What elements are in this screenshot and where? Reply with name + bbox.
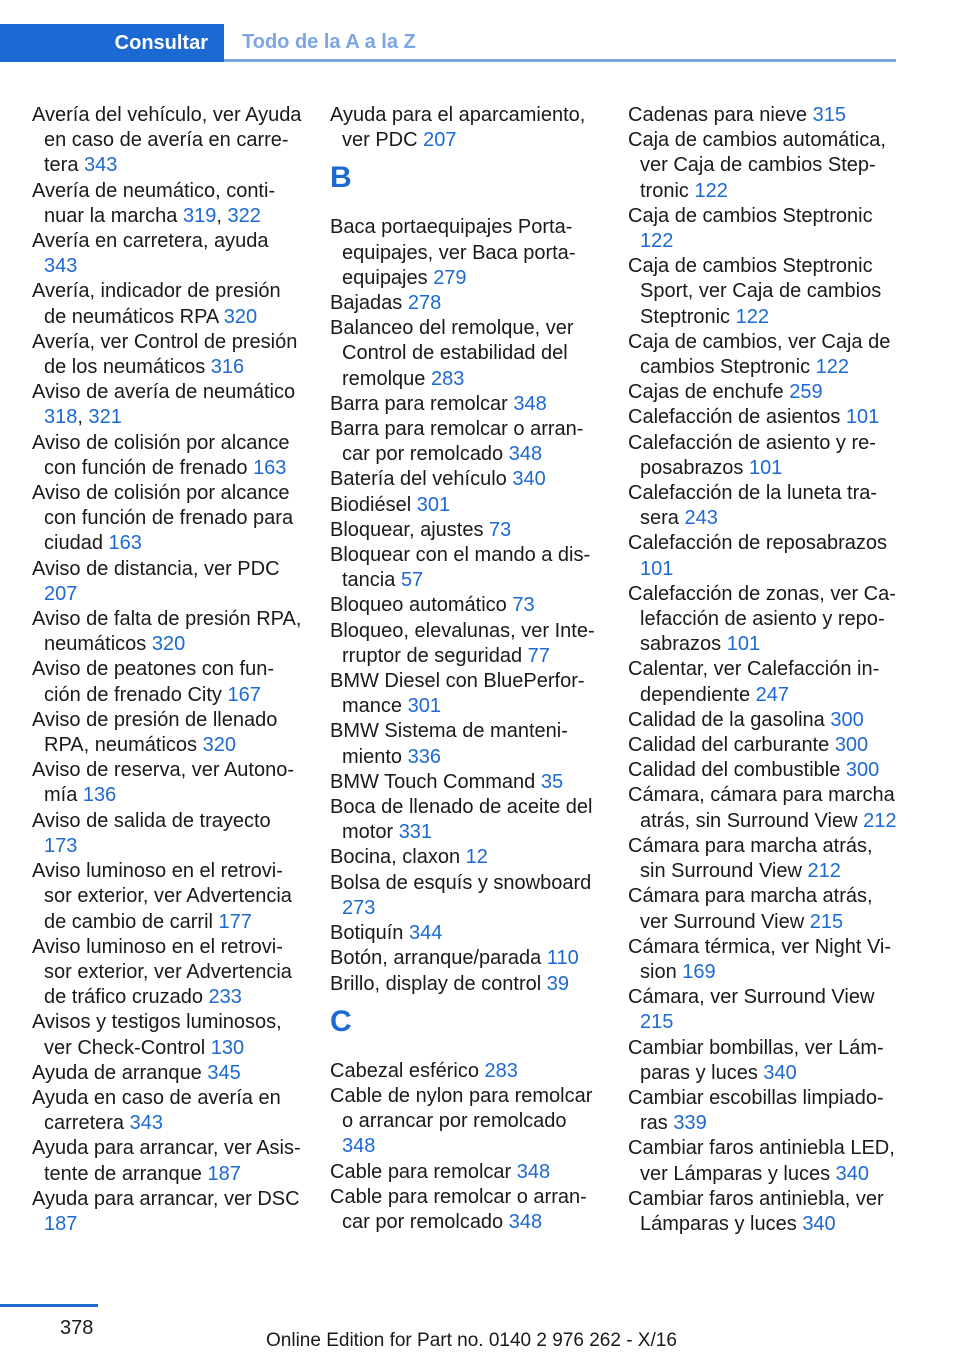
page-link[interactable]: 343 <box>44 255 78 278</box>
index-entry <box>32 758 302 808</box>
entry-text: Cambiar escobillas limpiadoras <box>628 1086 884 1135</box>
page-link[interactable]: 348 <box>516 1160 551 1183</box>
page-link[interactable]: 169 <box>682 960 716 983</box>
index-entry <box>330 316 600 392</box>
page-link[interactable]: 340 <box>835 1162 870 1185</box>
page-link[interactable]: 340 <box>512 468 546 491</box>
page-link[interactable]: 122 <box>694 179 728 202</box>
page-link[interactable]: 101 <box>845 406 880 429</box>
entry-text: Baca portaequipajes Portaequipajes, ver Baca portaequipajes <box>330 216 576 289</box>
entry-text: Bocina, claxon <box>330 846 461 869</box>
index-entry <box>628 431 898 481</box>
index-entry <box>628 103 898 128</box>
entry-text: Cable de nylon para remolcar o arrancar por remolcado <box>330 1084 593 1133</box>
entry-text: Aviso luminoso en el retrovisor exterior, ver Advertencia de tráfico cruzado <box>32 935 292 1009</box>
page-link[interactable]: 215 <box>809 910 844 933</box>
index-entry <box>32 1061 302 1086</box>
page-link[interactable]: 343 <box>129 1112 163 1135</box>
index-entry <box>628 405 898 430</box>
index-entry <box>330 417 600 467</box>
page-link[interactable]: 233 <box>208 986 242 1009</box>
page-link[interactable]: 212 <box>807 860 841 883</box>
page-link[interactable]: 243 <box>684 507 718 530</box>
page-number: 378 <box>60 1317 94 1339</box>
entry-text: Cámara para marcha atrás, ver Surround View <box>628 885 873 933</box>
entry-text: Calefacción de asientos <box>628 406 841 429</box>
entry-text: Barra para remolcar o arrancar por remolcado <box>330 418 584 466</box>
entry-text: Ayuda para arrancar, ver Asistente de arranque <box>32 1137 301 1185</box>
page-link[interactable]: 173 <box>44 834 78 857</box>
page-link[interactable]: 316 <box>210 356 245 379</box>
index-entry <box>32 330 302 380</box>
page-link[interactable]: 348 <box>508 443 543 466</box>
index-entry <box>330 392 600 417</box>
entry-text: Avería, indicador de presión de neumáticos RPA <box>32 280 281 328</box>
page-link[interactable]: 73 <box>489 518 512 541</box>
entry-text: Avería del vehículo, ver Ayuda en caso de avería en carretera <box>32 104 302 177</box>
entry-text: BMW Touch Command <box>330 770 536 793</box>
tab-todo-a-z[interactable]: Todo de la A a la Z <box>224 24 896 62</box>
entry-text: Calefacción de la luneta trasera <box>628 482 878 530</box>
entry-text: Ayuda para arrancar, ver DSC <box>32 1187 300 1210</box>
entry-text: Biodiésel <box>330 493 412 516</box>
page-link[interactable]: 57 <box>400 569 424 592</box>
entry-text: Avería, ver Control de presión de los neumáticos <box>32 330 298 379</box>
entry-text: Cámara térmica, ver Night Vision <box>628 935 892 983</box>
page-link[interactable]: 163 <box>253 456 287 479</box>
page-link[interactable]: 343 <box>84 154 118 177</box>
entry-text: Aviso de colisión por alcance con función de frenado para ciudad <box>32 482 294 555</box>
page-link[interactable]: 340 <box>802 1212 836 1235</box>
entry-text: Cajas de enchufe <box>628 381 784 404</box>
page-link[interactable]: 320 <box>202 734 236 757</box>
index-column-1 <box>32 103 302 1237</box>
entry-text: Ayuda de arranque <box>32 1061 202 1084</box>
entry-text: Aviso luminoso en el retrovisor exterior, ver Advertencia de cambio de carril <box>32 860 292 933</box>
index-entry <box>32 1136 302 1186</box>
entry-text: Caja de cambios Steptronic <box>628 204 873 227</box>
index-entry <box>628 481 898 531</box>
entry-text: Bajadas <box>330 292 403 315</box>
header-bar <box>0 0 960 62</box>
page-link[interactable]: 321 <box>88 406 122 429</box>
index-entry <box>32 809 302 859</box>
index-entry <box>628 1136 898 1186</box>
page-link[interactable]: 300 <box>830 708 864 731</box>
index-entry <box>330 1059 600 1084</box>
page-link[interactable]: 73 <box>512 594 535 617</box>
index-entry <box>330 619 600 669</box>
page-link[interactable]: 279 <box>433 266 467 289</box>
index-entry <box>628 834 898 884</box>
page-link[interactable]: 77 <box>527 644 550 667</box>
entry-text: Avería de neumático, continuar la marcha <box>32 179 276 227</box>
page-link[interactable]: 259 <box>789 381 823 404</box>
page-link[interactable]: 101 <box>726 633 761 656</box>
entry-text: Bolsa de esquís y snowboard <box>330 871 592 894</box>
index-entry <box>330 921 600 946</box>
tab-consultar[interactable]: Consultar <box>0 24 224 62</box>
index-entry <box>330 291 600 316</box>
page-link[interactable]: 207 <box>423 129 457 152</box>
page-link[interactable]: 122 <box>735 305 769 328</box>
index-entry <box>32 935 302 1011</box>
index-entry <box>32 229 302 279</box>
index-entry <box>32 1010 302 1060</box>
entry-text: Aviso de presión de llenado RPA, neumáticos <box>32 708 278 757</box>
entry-text: Caja de cambios Steptronic Sport, ver Caja de cambios Steptronic <box>628 255 882 328</box>
page-link[interactable]: 336 <box>407 745 441 768</box>
page-link[interactable]: 318 <box>44 406 78 429</box>
index-entry <box>330 1084 600 1160</box>
page-link[interactable]: 215 <box>640 1011 674 1034</box>
index-entry <box>32 557 302 607</box>
page-link[interactable]: 339 <box>673 1112 707 1135</box>
entry-text: Aviso de avería de neumático <box>32 381 296 404</box>
index-entry <box>330 1185 600 1235</box>
page-link[interactable]: 300 <box>834 734 869 757</box>
entry-text: Cambiar faros antiniebla LED, ver Lámparas y luces <box>628 1137 895 1185</box>
entry-text: Brillo, display de control <box>330 972 542 995</box>
page-link[interactable]: 315 <box>812 104 846 126</box>
page-link[interactable]: 320 <box>223 305 258 328</box>
index-entry <box>330 795 600 845</box>
index-entry <box>32 481 302 557</box>
entry-text: Calidad de la gasolina <box>628 708 825 731</box>
entry-text: Calidad del combustible <box>628 759 841 782</box>
entry-text: Avería en carretera, ayuda <box>32 230 269 253</box>
page-link[interactable]: 207 <box>44 582 78 605</box>
entry-text: Calentar, ver Calefacción independiente <box>628 658 880 706</box>
entry-text: Cabezal esférico <box>330 1059 479 1082</box>
page-link[interactable]: 187 <box>44 1212 78 1235</box>
entry-text: Aviso de peatones con función de frenado City <box>32 658 275 706</box>
page-link[interactable]: 122 <box>640 230 674 253</box>
index-entry <box>628 204 898 254</box>
entry-text: Bloqueo, elevalunas, ver Interruptor de seguridad <box>330 619 595 667</box>
index-entry <box>330 493 600 518</box>
page-link[interactable]: 212 <box>863 809 897 832</box>
index-entry <box>32 708 302 758</box>
entry-text: Caja de cambios, ver Caja de cambios Steptronic <box>628 330 891 379</box>
entry-text: Cable para remolcar o arrancar por remolcado <box>330 1185 587 1233</box>
index-entry <box>628 985 898 1035</box>
index-entry <box>628 783 898 833</box>
index-entry <box>628 657 898 707</box>
index-entry <box>32 859 302 935</box>
footer-divider <box>0 1304 98 1307</box>
page-link[interactable]: 101 <box>748 456 783 479</box>
entry-text: Cámara para marcha atrás, sin Surround View <box>628 834 873 883</box>
entry-text: Cadenas para nieve <box>628 104 808 126</box>
index-entry <box>330 770 600 795</box>
index-entry <box>32 607 302 657</box>
page-link[interactable]: 348 <box>342 1135 376 1158</box>
page-link[interactable]: 301 <box>407 695 441 718</box>
entry-text: Barra para remolcar <box>330 392 508 415</box>
page-link[interactable]: 319 <box>182 204 217 227</box>
index-entry <box>32 103 302 179</box>
page-link[interactable]: 39 <box>546 972 570 995</box>
section-letter-c: C <box>330 1004 352 1038</box>
entry-text: Aviso de falta de presión RPA, neumáticos <box>32 608 302 656</box>
index-entry <box>628 582 898 658</box>
index-entry <box>628 380 898 405</box>
page-link[interactable]: 122 <box>815 356 850 379</box>
entry-text: Aviso de salida de trayecto <box>32 809 271 832</box>
index-entry <box>330 871 600 921</box>
page-link[interactable]: 283 <box>484 1059 518 1082</box>
page-link[interactable]: 110 <box>546 947 579 970</box>
index-entry <box>628 128 898 204</box>
page-link[interactable]: 12 <box>465 846 488 869</box>
page-link[interactable]: 273 <box>342 896 376 919</box>
section-letter-b: B <box>330 161 352 195</box>
entry-text: Cámara, ver Surround View <box>628 986 875 1009</box>
entry-text: Botón, arranque/parada <box>330 947 542 970</box>
page-link[interactable]: 101 <box>640 557 674 580</box>
index-entry <box>628 254 898 330</box>
page-link[interactable]: 322 <box>227 204 261 227</box>
index-entry <box>330 543 600 593</box>
edition-note: Online Edition for Part no. 0140 2 976 262 - X/16 <box>266 1330 677 1351</box>
entry-text: Cambiar bombillas, ver Lámparas y luces <box>628 1036 884 1084</box>
index-entry <box>628 1086 898 1136</box>
page-link[interactable]: 345 <box>207 1061 241 1084</box>
entry-text: Botiquín <box>330 922 404 945</box>
entry-text: Caja de cambios automática, ver Caja de cambios Steptronic <box>628 129 886 202</box>
page-link[interactable]: 344 <box>408 922 443 945</box>
index-entry <box>628 758 898 783</box>
page-link[interactable]: 348 <box>508 1210 543 1233</box>
entry-text: Aviso de reserva, ver Autonomía <box>32 759 295 807</box>
index-entry <box>628 1187 898 1237</box>
page-link[interactable]: 278 <box>407 292 442 315</box>
page-link[interactable]: 167 <box>227 683 261 706</box>
page-link[interactable]: 247 <box>755 683 790 706</box>
entry-text: Bloquear, ajustes <box>330 518 484 541</box>
page-link[interactable]: 177 <box>218 910 252 933</box>
entry-text: Cambiar faros antiniebla, ver Lámparas y luces <box>628 1187 884 1235</box>
index-entry <box>330 593 600 618</box>
page-link[interactable]: 348 <box>513 392 547 415</box>
index-entry <box>32 1086 302 1136</box>
index-entry <box>330 845 600 870</box>
index-entry <box>32 657 302 707</box>
index-entry <box>330 103 600 153</box>
entry-text: Batería del vehículo <box>330 468 507 491</box>
index-entry <box>628 531 898 581</box>
index-entry: Avería de neumático, continuar la marcha 319, 322 <box>32 179 276 227</box>
index-entry <box>628 733 898 758</box>
entry-text: Bloquear con el mando a distancia <box>330 544 591 592</box>
page-link[interactable]: 283 <box>430 367 465 390</box>
index-entry <box>628 708 898 733</box>
page-link[interactable]: 300 <box>845 759 880 782</box>
index-entry <box>32 431 302 481</box>
entry-text: Balanceo del remolque, ver Control de estabilidad del remolque <box>330 317 574 390</box>
page-link[interactable]: 301 <box>416 493 451 516</box>
entry-text: Calefacción de zonas, ver Calefacción de asiento y reposabrazos <box>628 582 896 656</box>
index-entry <box>32 1187 302 1237</box>
entry-text: Boca de llenado de aceite del motor <box>330 796 593 844</box>
index-entry <box>330 518 600 543</box>
index-entry <box>330 215 600 291</box>
index-entry <box>330 972 600 997</box>
entry-text: Cámara, cámara para marcha atrás, sin Surround View <box>628 784 895 832</box>
page-link[interactable]: 340 <box>763 1061 797 1084</box>
entry-text: Aviso de distancia, ver PDC <box>32 557 280 580</box>
index-entry <box>628 330 898 380</box>
index-entry <box>628 1036 898 1086</box>
index-entry <box>628 935 898 985</box>
index-entry <box>330 1160 600 1185</box>
entry-text: BMW Sistema de mantenimiento <box>330 720 568 768</box>
entry-text: Ayuda en caso de avería en carretera <box>32 1086 281 1135</box>
entry-text: Calefacción de asiento y reposabrazos <box>628 431 876 479</box>
entry-text: BMW Diesel con BluePerformance <box>330 670 585 718</box>
page-link[interactable]: 35 <box>540 770 564 793</box>
entry-text: Calidad del carburante <box>628 734 830 757</box>
entry-text: Ayuda para el aparcamiento, ver PDC <box>330 104 586 152</box>
index-column-3 <box>628 103 898 1237</box>
index-entry: Aviso de avería de neumático 318, 321 <box>32 381 296 429</box>
page-link[interactable]: 136 <box>82 784 117 807</box>
page-link[interactable]: 130 <box>210 1036 245 1059</box>
entry-text: Aviso de colisión por alcance con función de frenado <box>32 431 290 479</box>
index-entry <box>330 669 600 719</box>
entry-text: Avisos y testigos luminosos, ver Check-Control <box>32 1011 282 1059</box>
entry-text: Bloqueo automático <box>330 594 507 617</box>
page-link[interactable]: 187 <box>207 1162 241 1185</box>
page-link[interactable]: 320 <box>151 633 186 656</box>
page-link[interactable]: 331 <box>398 821 433 844</box>
index-entry <box>330 467 600 492</box>
page-link[interactable]: 163 <box>108 532 142 555</box>
entry-text: Calefacción de reposabrazos <box>628 532 888 555</box>
entry-text: Cable para remolcar <box>330 1160 512 1183</box>
index-column-2 <box>330 103 600 1235</box>
index-entry <box>32 279 302 329</box>
index-entry <box>330 946 600 971</box>
index-entry <box>330 719 600 769</box>
index-entry <box>628 884 898 934</box>
